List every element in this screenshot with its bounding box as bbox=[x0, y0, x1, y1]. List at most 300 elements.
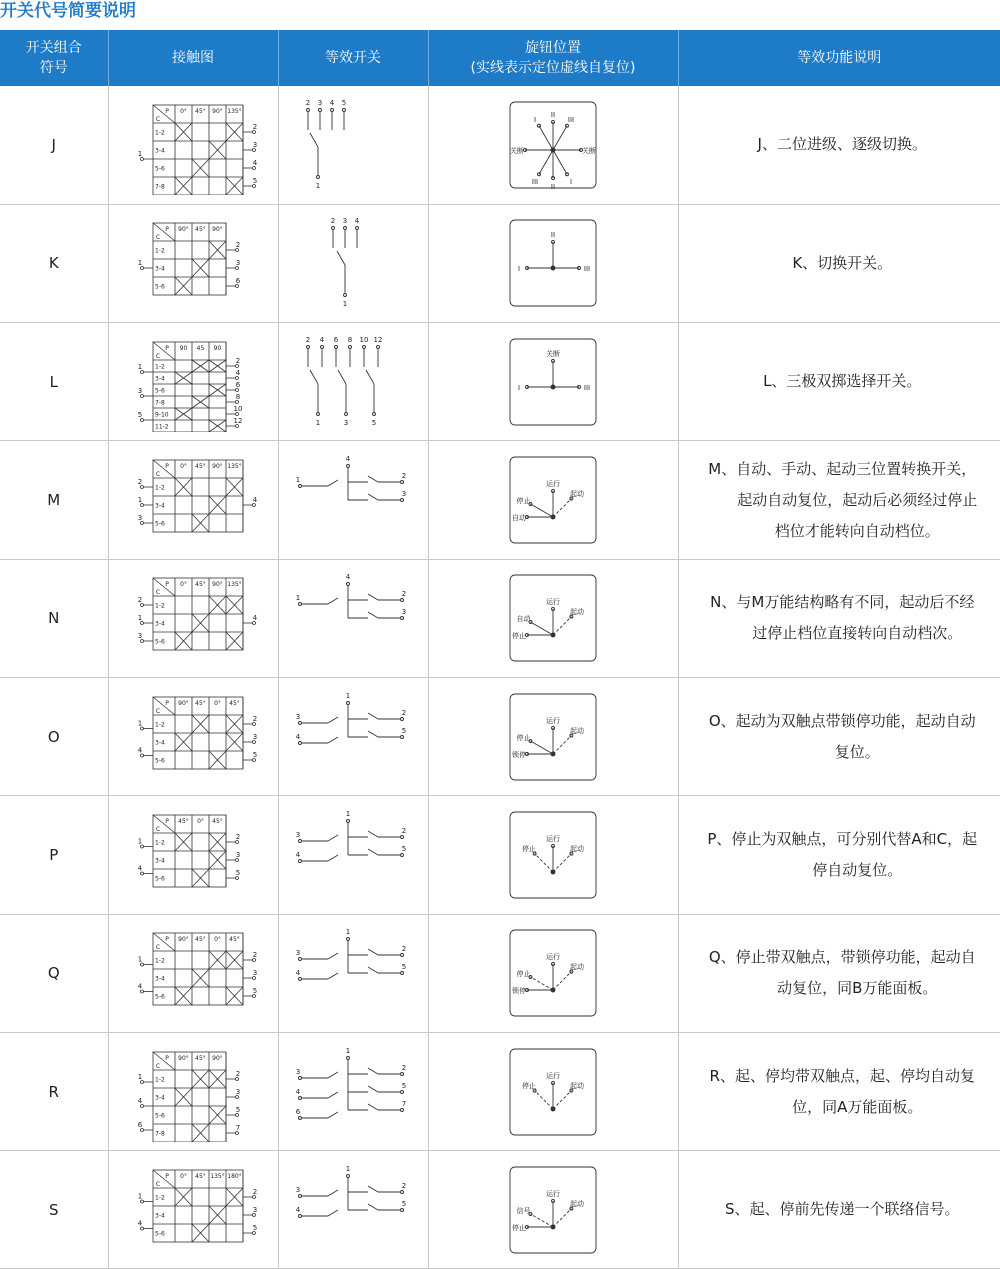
diagram-label: 3 bbox=[235, 259, 241, 268]
diagram-label: 45° bbox=[229, 699, 240, 707]
diagram-label: P bbox=[165, 699, 169, 707]
knob-position-diagram bbox=[508, 218, 598, 308]
diagram-label: 1 bbox=[137, 837, 143, 846]
diagram-label: 8 bbox=[235, 392, 241, 401]
knob-position-cell bbox=[428, 86, 678, 204]
diagram-label: 1 bbox=[345, 1046, 351, 1055]
knob-position-cell bbox=[428, 1032, 678, 1150]
diagram-label: 7 bbox=[235, 1123, 241, 1132]
diagram-label: 90° bbox=[178, 699, 189, 707]
diagram-label: 5-6 bbox=[155, 387, 165, 395]
diagram-label: 1-2 bbox=[155, 721, 165, 729]
header-contact: 接触图 bbox=[108, 30, 278, 86]
diagram-label: 1 bbox=[137, 614, 143, 623]
knob-position-label: III bbox=[531, 178, 539, 187]
diagram-label: 3-4 bbox=[155, 147, 165, 155]
diagram-label: 3-4 bbox=[155, 739, 165, 747]
contact-diagram-cell bbox=[108, 796, 278, 914]
diagram-label: 1 bbox=[137, 1192, 143, 1201]
equivalent-switch-diagram bbox=[288, 568, 418, 668]
diagram-label: 3 bbox=[295, 1185, 301, 1194]
function-description-text: R、起、停均带双触点，起、停均自动复位，同A万能面板。 bbox=[709, 1066, 975, 1116]
knob-position-label: 运行 bbox=[546, 834, 560, 843]
diagram-label: 1 bbox=[345, 1164, 351, 1173]
diagram-label: 1-2 bbox=[155, 484, 165, 492]
function-description-text: O、起动为双触点带锁停功能，起动自动复位。 bbox=[708, 711, 976, 761]
diagram-label: 1 bbox=[345, 809, 351, 818]
diagram-label: 3-4 bbox=[155, 375, 165, 383]
knob-position-label: I bbox=[517, 265, 521, 274]
contact-diagram-cell bbox=[108, 204, 278, 322]
knob-position-label: III bbox=[583, 265, 591, 274]
switch-code: P bbox=[0, 796, 108, 914]
diagram-label: C bbox=[155, 707, 161, 715]
diagram-label: 4 bbox=[329, 98, 335, 107]
diagram-label: 1 bbox=[295, 594, 301, 603]
switch-code: J bbox=[0, 86, 108, 204]
diagram-label: 45° bbox=[212, 817, 223, 825]
knob-position-label: 运行 bbox=[546, 1189, 560, 1198]
diagram-label: 6 bbox=[295, 1107, 301, 1116]
contact-diagram-cell bbox=[108, 559, 278, 677]
diagram-label: 5 bbox=[341, 98, 347, 107]
equivalent-switch-cell bbox=[278, 1032, 428, 1150]
diagram-label: 5 bbox=[371, 418, 377, 427]
equivalent-switch-diagram bbox=[288, 95, 418, 195]
diagram-label: 8 bbox=[347, 335, 353, 344]
diagram-label: 45° bbox=[195, 936, 206, 944]
contact-diagram-cell bbox=[108, 1032, 278, 1150]
equivalent-switch-cell bbox=[278, 914, 428, 1032]
diagram-label: 3-4 bbox=[155, 502, 165, 510]
equivalent-switch-cell bbox=[278, 204, 428, 322]
diagram-label: 2 bbox=[401, 1063, 407, 1072]
diagram-label: 0° bbox=[180, 581, 187, 589]
diagram-label: 7-8 bbox=[155, 1130, 165, 1138]
contact-diagram bbox=[113, 213, 273, 313]
knob-position-label: 关断 bbox=[510, 146, 524, 155]
function-description-text: P、停止为双触点，可分别代替A和C，起停自动复位。 bbox=[707, 829, 978, 879]
knob-position-label: 起动 bbox=[570, 844, 585, 853]
diagram-label: P bbox=[165, 1172, 169, 1180]
diagram-label: 3-4 bbox=[155, 1094, 165, 1102]
diagram-label: 90 bbox=[213, 344, 222, 352]
knob-position-diagram bbox=[508, 692, 598, 782]
diagram-label: 2 bbox=[330, 217, 336, 226]
diagram-label: 4 bbox=[295, 732, 301, 741]
diagram-label: 5-6 bbox=[155, 1230, 165, 1238]
diagram-label: 1-2 bbox=[155, 247, 165, 255]
knob-position-cell bbox=[428, 559, 678, 677]
diagram-label: P bbox=[165, 581, 169, 589]
diagram-label: 1 bbox=[295, 476, 301, 485]
equivalent-switch-diagram bbox=[288, 687, 418, 787]
knob-position-label: 停止 bbox=[521, 1081, 536, 1090]
diagram-label: 0° bbox=[180, 463, 187, 471]
diagram-label: 3 bbox=[137, 632, 143, 641]
knob-position-label: 停止 bbox=[512, 632, 526, 641]
diagram-label: 2 bbox=[401, 826, 407, 835]
knob-position-label: 停止 bbox=[516, 497, 531, 506]
knob-position-label: 停止 bbox=[521, 844, 536, 853]
function-description bbox=[678, 86, 1000, 204]
diagram-label: P bbox=[165, 463, 169, 471]
diagram-label: 3 bbox=[235, 1087, 241, 1096]
diagram-label: 5-6 bbox=[155, 993, 165, 1001]
function-description bbox=[678, 796, 1000, 914]
diagram-label: 5 bbox=[235, 868, 241, 877]
equivalent-switch-diagram bbox=[288, 450, 418, 550]
knob-position-cell bbox=[428, 204, 678, 322]
diagram-label: 45° bbox=[229, 936, 240, 944]
diagram-label: 3-4 bbox=[155, 857, 165, 865]
contact-diagram-cell bbox=[108, 441, 278, 559]
knob-position-label: 运行 bbox=[546, 953, 560, 962]
switch-code: M bbox=[0, 441, 108, 559]
diagram-label: 90° bbox=[178, 936, 189, 944]
diagram-label: 45° bbox=[195, 1054, 206, 1062]
diagram-label: C bbox=[155, 825, 161, 833]
diagram-label: 90° bbox=[212, 1054, 223, 1062]
diagram-label: 5-6 bbox=[155, 875, 165, 883]
diagram-label: 2 bbox=[137, 596, 143, 605]
table-row bbox=[0, 204, 1000, 322]
knob-position-cell bbox=[428, 1151, 678, 1269]
knob-position-diagram bbox=[508, 573, 598, 663]
diagram-label: 2 bbox=[235, 356, 241, 365]
table-row bbox=[0, 914, 1000, 1032]
diagram-label: 10 bbox=[233, 404, 243, 413]
table-row bbox=[0, 1151, 1000, 1269]
diagram-label: 180° bbox=[227, 1172, 242, 1180]
diagram-label: 4 bbox=[295, 850, 301, 859]
knob-position-label: II bbox=[550, 110, 556, 119]
contact-diagram-cell bbox=[108, 86, 278, 204]
diagram-label: 4 bbox=[345, 455, 351, 464]
diagram-label: 1 bbox=[345, 928, 351, 937]
function-description bbox=[678, 559, 1000, 677]
contact-diagram-cell bbox=[108, 323, 278, 441]
knob-position-label: 停止 bbox=[516, 970, 531, 979]
diagram-label: 2 bbox=[235, 241, 241, 250]
diagram-label: 3 bbox=[252, 1205, 258, 1214]
knob-position-label: 起动 bbox=[570, 1199, 585, 1208]
header-code: 开关组合 符号 bbox=[0, 30, 108, 86]
knob-position-label: I bbox=[517, 383, 521, 392]
diagram-label: 4 bbox=[345, 573, 351, 582]
diagram-label: 6 bbox=[333, 335, 339, 344]
diagram-label: 45° bbox=[195, 463, 206, 471]
diagram-label: 0° bbox=[214, 699, 221, 707]
diagram-label: 5 bbox=[401, 1199, 407, 1208]
function-description bbox=[678, 1151, 1000, 1269]
equivalent-switch-cell bbox=[278, 796, 428, 914]
diagram-label: 2 bbox=[235, 832, 241, 841]
function-description-text: K、切换开关。 bbox=[792, 253, 893, 272]
diagram-label: 1 bbox=[137, 1072, 143, 1081]
diagram-label: 5-6 bbox=[155, 165, 165, 173]
diagram-label: 4 bbox=[295, 1087, 301, 1096]
diagram-label: 3-4 bbox=[155, 620, 165, 628]
diagram-label: 1-2 bbox=[155, 839, 165, 847]
diagram-label: 4 bbox=[137, 982, 143, 991]
diagram-label: 45° bbox=[195, 1172, 206, 1180]
diagram-label: 3 bbox=[295, 949, 301, 958]
contact-diagram bbox=[113, 923, 273, 1023]
knob-position-cell bbox=[428, 914, 678, 1032]
diagram-label: 4 bbox=[137, 1096, 143, 1105]
header-knob: 旋钮位置 (实线表示定位虚线自复位) bbox=[428, 30, 678, 86]
knob-position-cell bbox=[428, 796, 678, 914]
diagram-label: C bbox=[155, 1180, 161, 1188]
table-row bbox=[0, 677, 1000, 795]
table-row bbox=[0, 559, 1000, 677]
knob-position-label: 关断 bbox=[582, 146, 596, 155]
diagram-label: 3 bbox=[295, 830, 301, 839]
knob-position-label: 运行 bbox=[546, 598, 560, 607]
diagram-label: 2 bbox=[252, 714, 258, 723]
diagram-label: 135° bbox=[227, 463, 242, 471]
diagram-label: 5 bbox=[401, 726, 407, 735]
diagram-label: 3 bbox=[252, 969, 258, 978]
diagram-label: 0° bbox=[180, 1172, 187, 1180]
equivalent-switch-cell bbox=[278, 86, 428, 204]
diagram-label: 6 bbox=[235, 277, 241, 286]
diagram-label: 5-6 bbox=[155, 283, 165, 291]
diagram-label: C bbox=[155, 352, 161, 360]
equivalent-switch-cell bbox=[278, 677, 428, 795]
switch-code-table bbox=[0, 30, 1000, 1269]
contact-diagram bbox=[113, 805, 273, 905]
diagram-label: 2 bbox=[137, 478, 143, 487]
diagram-label: 135° bbox=[227, 107, 242, 115]
table-header-row bbox=[0, 30, 1000, 86]
knob-position-diagram bbox=[508, 1165, 598, 1255]
knob-position-label: 起动 bbox=[570, 489, 585, 498]
diagram-label: 4 bbox=[354, 217, 360, 226]
diagram-label: 1 bbox=[137, 719, 143, 728]
function-description-text: S、起、停前先传递一个联络信号。 bbox=[724, 1200, 960, 1219]
diagram-label: 0° bbox=[180, 107, 187, 115]
switch-code: S bbox=[0, 1151, 108, 1269]
knob-position-label: 信号 bbox=[516, 1206, 531, 1215]
diagram-label: 5-6 bbox=[155, 1112, 165, 1120]
knob-position-cell bbox=[428, 441, 678, 559]
diagram-label: 3-4 bbox=[155, 265, 165, 273]
diagram-label: 1-2 bbox=[155, 1076, 165, 1084]
switch-code: K bbox=[0, 204, 108, 322]
contact-diagram bbox=[113, 95, 273, 195]
diagram-label: 4 bbox=[137, 746, 143, 755]
knob-position-label: 停止 bbox=[512, 1223, 526, 1232]
knob-position-label: 运行 bbox=[546, 1071, 560, 1080]
diagram-label: 1 bbox=[345, 691, 351, 700]
diagram-label: 3 bbox=[137, 386, 143, 395]
table-row bbox=[0, 441, 1000, 559]
diagram-label: 3 bbox=[343, 418, 349, 427]
knob-position-diagram bbox=[508, 337, 598, 427]
diagram-label: C bbox=[155, 589, 161, 597]
diagram-label: C bbox=[155, 944, 161, 952]
knob-position-label: 自动 bbox=[512, 514, 526, 523]
diagram-label: 90° bbox=[178, 1054, 189, 1062]
diagram-label: 2 bbox=[401, 472, 407, 481]
diagram-label: 2 bbox=[401, 708, 407, 717]
diagram-label: 5 bbox=[235, 1105, 241, 1114]
diagram-label: 3 bbox=[317, 98, 323, 107]
diagram-label: 3 bbox=[295, 712, 301, 721]
diagram-label: 4 bbox=[319, 335, 325, 344]
diagram-label: C bbox=[155, 234, 161, 242]
knob-position-label: 停止 bbox=[516, 733, 531, 742]
knob-position-cell bbox=[428, 677, 678, 795]
diagram-label: 135° bbox=[210, 1172, 225, 1180]
diagram-label: 1-2 bbox=[155, 602, 165, 610]
diagram-label: 2 bbox=[401, 1181, 407, 1190]
diagram-label: 2 bbox=[305, 98, 311, 107]
knob-position-label: I bbox=[569, 178, 573, 187]
diagram-label: 1 bbox=[137, 362, 143, 371]
diagram-label: 3 bbox=[137, 514, 143, 523]
diagram-label: 3 bbox=[252, 140, 258, 149]
diagram-label: 12 bbox=[373, 335, 383, 344]
diagram-label: 90° bbox=[212, 581, 223, 589]
contact-diagram bbox=[113, 568, 273, 668]
diagram-label: 45° bbox=[195, 226, 206, 234]
knob-position-label: 锁停 bbox=[512, 750, 526, 759]
equivalent-switch-cell bbox=[278, 323, 428, 441]
diagram-label: 45° bbox=[195, 107, 206, 115]
diagram-label: P bbox=[165, 1054, 169, 1062]
diagram-label: 5 bbox=[252, 987, 258, 996]
switch-code: O bbox=[0, 677, 108, 795]
equivalent-switch-diagram bbox=[288, 332, 418, 432]
diagram-label: C bbox=[155, 1062, 161, 1070]
diagram-label: 5 bbox=[401, 844, 407, 853]
knob-position-label: 起动 bbox=[570, 726, 585, 735]
diagram-label: C bbox=[155, 471, 161, 479]
knob-position-label: 运行 bbox=[546, 480, 560, 489]
diagram-label: 3-4 bbox=[155, 975, 165, 983]
knob-position-diagram bbox=[508, 810, 598, 900]
table-row bbox=[0, 323, 1000, 441]
diagram-label: 12 bbox=[233, 416, 243, 425]
diagram-label: 5 bbox=[252, 1223, 258, 1232]
diagram-label: 5 bbox=[252, 750, 258, 759]
diagram-label: 2 bbox=[252, 122, 258, 131]
diagram-label: 3 bbox=[401, 608, 407, 617]
knob-position-label: III bbox=[567, 115, 575, 124]
table-row bbox=[0, 796, 1000, 914]
function-description-text: J、二位进级、逐级切换。 bbox=[757, 135, 927, 154]
diagram-label: 3 bbox=[235, 850, 241, 859]
diagram-label: 2 bbox=[252, 951, 258, 960]
equivalent-switch-diagram bbox=[288, 805, 418, 905]
diagram-label: 3 bbox=[252, 732, 258, 741]
diagram-label: 4 bbox=[252, 496, 258, 505]
diagram-label: 4 bbox=[137, 1219, 143, 1228]
equivalent-switch-diagram bbox=[288, 923, 418, 1023]
diagram-label: 6 bbox=[235, 380, 241, 389]
function-description-text: M、自动、手动、起动三位置转换开关，起动自动复位，起动后必须经过停止档位才能转向自动档位。 bbox=[708, 459, 978, 540]
table-row bbox=[0, 1032, 1000, 1150]
diagram-label: 1-2 bbox=[155, 363, 165, 371]
function-description bbox=[678, 323, 1000, 441]
switch-code: L bbox=[0, 323, 108, 441]
diagram-label: 90 bbox=[179, 344, 188, 352]
knob-position-diagram bbox=[508, 1047, 598, 1137]
diagram-label: 1-2 bbox=[155, 1194, 165, 1202]
function-description bbox=[678, 204, 1000, 322]
diagram-label: 1 bbox=[137, 149, 143, 158]
diagram-label: 7-8 bbox=[155, 183, 165, 191]
diagram-label: 11-2 bbox=[155, 423, 169, 431]
diagram-label: 2 bbox=[235, 1069, 241, 1078]
diagram-label: 0° bbox=[197, 817, 204, 825]
equivalent-switch-cell bbox=[278, 559, 428, 677]
diagram-label: P bbox=[165, 107, 169, 115]
contact-diagram-cell bbox=[108, 677, 278, 795]
diagram-label: 45 bbox=[196, 344, 205, 352]
equivalent-switch-diagram bbox=[288, 1042, 418, 1142]
diagram-label: 3 bbox=[295, 1067, 301, 1076]
knob-position-label: III bbox=[583, 383, 591, 392]
knob-position-label: 起动 bbox=[570, 963, 585, 972]
diagram-label: 4 bbox=[252, 158, 258, 167]
diagram-label: 6 bbox=[137, 1120, 143, 1129]
diagram-label: 2 bbox=[305, 335, 311, 344]
function-description-text: L、三极双掷选择开关。 bbox=[763, 372, 922, 391]
contact-diagram bbox=[113, 1160, 273, 1260]
diagram-label: 90° bbox=[212, 463, 223, 471]
diagram-label: 4 bbox=[252, 614, 258, 623]
equivalent-switch-diagram bbox=[288, 1160, 418, 1260]
knob-position-label: II bbox=[550, 182, 556, 190]
diagram-label: 1 bbox=[137, 259, 143, 268]
diagram-label: 1 bbox=[137, 496, 143, 505]
diagram-label: 1-2 bbox=[155, 129, 165, 137]
knob-position-diagram bbox=[508, 455, 598, 545]
diagram-label: 1 bbox=[315, 418, 321, 427]
diagram-label: 1-2 bbox=[155, 957, 165, 965]
function-description-text: Q、停止带双触点，带锁停功能，起动自动复位，同B万能面板。 bbox=[708, 948, 976, 998]
diagram-label: 90° bbox=[212, 107, 223, 115]
switch-code: R bbox=[0, 1032, 108, 1150]
equivalent-switch-cell bbox=[278, 441, 428, 559]
diagram-label: 5-6 bbox=[155, 638, 165, 646]
equivalent-switch-cell bbox=[278, 1151, 428, 1269]
diagram-label: 5 bbox=[401, 1081, 407, 1090]
knob-position-label: 起动 bbox=[570, 1081, 585, 1090]
diagram-label: 4 bbox=[295, 969, 301, 978]
diagram-label: 5 bbox=[401, 963, 407, 972]
diagram-label: 3-4 bbox=[155, 1212, 165, 1220]
diagram-label: 0° bbox=[214, 936, 221, 944]
equivalent-switch-diagram bbox=[288, 213, 418, 313]
knob-position-diagram bbox=[508, 100, 598, 190]
diagram-label: 7-8 bbox=[155, 399, 165, 407]
function-description bbox=[678, 441, 1000, 559]
diagram-label: 135° bbox=[227, 581, 242, 589]
diagram-label: 90° bbox=[212, 226, 223, 234]
contact-diagram bbox=[113, 332, 273, 432]
knob-position-label: II bbox=[550, 231, 556, 240]
diagram-label: 4 bbox=[137, 864, 143, 873]
diagram-label: 5-6 bbox=[155, 520, 165, 528]
knob-position-label: 运行 bbox=[546, 716, 560, 725]
diagram-label: 1 bbox=[137, 955, 143, 964]
diagram-label: P bbox=[165, 226, 169, 234]
